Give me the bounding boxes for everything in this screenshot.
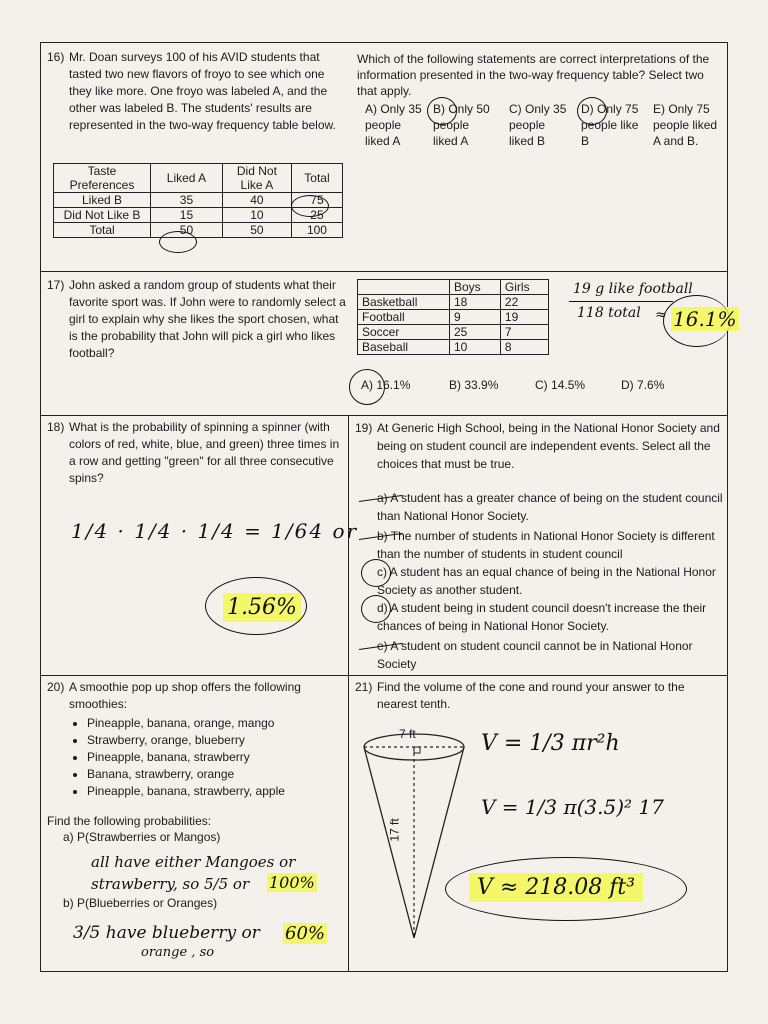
sports-table: [357, 279, 549, 355]
question-17: [47, 277, 347, 362]
question-text: John asked a random group of students what their favorite sport was. If John were to randomly select a girl to explain why she likes the sport chosen, what is the probability that John will pick a girl who likes football?: [69, 278, 346, 360]
smoothie-list: [47, 715, 343, 800]
part-b: b) P(Blueberries or Oranges): [63, 896, 218, 910]
right-angle-mark: [414, 747, 420, 753]
row-divider: [41, 271, 727, 272]
height-label: 17 ft: [387, 818, 402, 842]
list-item: • Banana, strawberry, orange: [87, 766, 343, 783]
option-letter: a): [377, 491, 388, 505]
answer-circle: [361, 559, 391, 587]
question-21: [355, 679, 723, 713]
list-item: • Pineapple, banana, orange, mango: [87, 715, 343, 732]
table-cell: Basketball: [358, 295, 450, 310]
option-a[interactable]: [365, 101, 423, 149]
handwritten-answer: 16.1%: [673, 307, 737, 331]
table-cell: 8: [500, 340, 548, 355]
question-text: A smoothie pop up shop offers the following smoothies:: [69, 680, 301, 711]
table-cell: 25: [291, 208, 342, 223]
row-divider: [41, 415, 727, 416]
option-text: Only 50 people liked A: [433, 102, 490, 148]
option-c[interactable]: [377, 563, 723, 599]
option-text: The number of students in National Honor Society is different than the number of students in student council: [377, 529, 715, 561]
table-row: [358, 325, 549, 340]
option-letter: e): [377, 639, 388, 653]
option-e[interactable]: [653, 101, 719, 149]
option-letter: E): [653, 102, 665, 116]
option-c[interactable]: [535, 377, 585, 393]
table-cell: 25: [449, 325, 500, 340]
part-a: a) P(Strawberries or Mangos): [63, 830, 221, 844]
table-cell: Total: [54, 223, 151, 238]
handwritten-denominator: 118 total: [577, 305, 641, 321]
table-cell: 50: [151, 223, 223, 238]
table-cell: Taste Preferences: [54, 164, 151, 193]
handwritten-answer: 100%: [269, 873, 315, 892]
cone-side: [414, 747, 464, 938]
option-letter: A): [361, 378, 373, 392]
table-row: [358, 295, 549, 310]
option-letter: A): [365, 102, 377, 116]
question-number: 18): [47, 420, 65, 434]
option-letter: C): [535, 378, 548, 392]
question-number: 21): [355, 680, 373, 694]
table-row: [358, 280, 549, 295]
handwritten-numerator: 19 g like football: [573, 281, 693, 297]
question-20: [47, 679, 343, 800]
option-text: A student on student council cannot be in National Honor Society: [377, 639, 693, 671]
question-18: [47, 419, 343, 487]
handwritten-work: 1/4 · 1/4 · 1/4 = 1/64 or: [71, 519, 359, 543]
table-cell: Boys: [449, 280, 500, 295]
radius-label: 7 ft: [399, 727, 416, 741]
table-cell: 19: [500, 310, 548, 325]
option-a[interactable]: [377, 489, 723, 525]
list-item: • Pineapple, banana, strawberry, apple: [87, 783, 343, 800]
find-instruction: Find the following probabilities:: [47, 814, 212, 828]
handwritten-substitution: V = 1/3 π(3.5)² 17: [481, 795, 664, 819]
table-cell: 22: [500, 295, 548, 310]
handwritten-line: all have either Mangoes or: [91, 853, 296, 871]
option-letter: C): [509, 102, 522, 116]
row-divider: [41, 675, 727, 676]
table-cell: Total: [291, 164, 342, 193]
question-19: [355, 419, 723, 473]
table-cell: 75: [291, 193, 342, 208]
option-text: Only 75 people like B: [581, 102, 639, 148]
table-cell: [358, 280, 450, 295]
table-cell: Did Not Like B: [54, 208, 151, 223]
cone-side: [364, 747, 414, 938]
option-text: Only 35 people liked B: [509, 102, 567, 148]
option-letter: B): [449, 378, 461, 392]
question-number: 17): [47, 278, 65, 292]
question-number: 20): [47, 680, 65, 694]
handwritten-answer: 60%: [285, 923, 326, 944]
option-letter: c): [377, 565, 387, 579]
table-row: [54, 223, 343, 238]
option-letter: d): [377, 601, 388, 615]
table-row: [358, 340, 549, 355]
column-divider: [348, 415, 349, 971]
option-text: Only 75 people liked A and B.: [653, 102, 718, 148]
answer-circle: [663, 295, 730, 347]
table-cell: 18: [449, 295, 500, 310]
table-cell: 40: [222, 193, 291, 208]
option-text: 14.5%: [551, 378, 586, 392]
table-cell: Liked A: [151, 164, 223, 193]
table-cell: 10: [222, 208, 291, 223]
answer-circle: [159, 231, 197, 253]
answer-circle: [427, 97, 457, 125]
option-d[interactable]: [377, 599, 723, 635]
table-row: [358, 310, 549, 325]
table-cell: 10: [449, 340, 500, 355]
answer-circle: [291, 195, 329, 217]
option-text: A student has a greater chance of being on the student council than National Honor Society.: [377, 491, 723, 523]
option-text: A student being in student council doesn't increase the their chances of being in National Honor Society.: [377, 601, 707, 633]
question-16-prompt: Which of the following statements are correct interpretations of the information presented in the two-way frequency table? Select two that apply.: [357, 52, 710, 98]
question-text: At Generic High School, being in the National Honor Society and being on student council are independent events. Select all the choices that must be true.: [377, 421, 720, 471]
handwritten-formula: V = 1/3 πr²h: [481, 731, 620, 756]
option-text: 7.6%: [637, 378, 665, 392]
list-item: • Strawberry, orange, blueberry: [87, 732, 343, 749]
table-cell: Football: [358, 310, 450, 325]
handwritten-answer: V ≈ 218.08 ft³: [469, 873, 643, 902]
option-text: A student has an equal chance of being in the National Honor Society as another student.: [377, 565, 716, 597]
table-cell: 7: [500, 325, 548, 340]
answer-circle: [577, 97, 607, 125]
list-item: • Pineapple, banana, strawberry: [87, 749, 343, 766]
approx-sign: ≈: [655, 307, 667, 323]
question-text: What is the probability of spinning a spinner (with colors of red, white, blue, and green) three times in a row and getting "green" for all three consecutive spins?: [69, 420, 340, 485]
table-cell: 35: [151, 193, 223, 208]
option-letter: D): [581, 102, 594, 116]
option-text: 16.1%: [376, 378, 411, 392]
handwritten-line: orange , so: [141, 945, 215, 960]
option-b[interactable]: [377, 527, 723, 563]
answer-circle: [445, 857, 687, 921]
option-letter: b): [377, 529, 388, 543]
question-number: 19): [355, 421, 373, 435]
table-cell: Soccer: [358, 325, 450, 340]
option-text: Only 35 people liked A: [365, 102, 422, 148]
option-e[interactable]: [377, 637, 723, 673]
question-number: 16): [47, 50, 65, 64]
worksheet: [40, 42, 737, 972]
table-cell: 100: [291, 223, 342, 238]
cone-diagram: [359, 723, 469, 953]
fraction-bar: [569, 301, 673, 302]
question-16: [47, 49, 343, 134]
option-text: 33.9%: [464, 378, 499, 392]
table-cell: 15: [151, 208, 223, 223]
answer-circle: [361, 595, 391, 623]
table-cell: Baseball: [358, 340, 450, 355]
question-text: Mr. Doan surveys 100 of his AVID students that tasted two new flavors of froyo to see which one they like more. One froyo was labeled A, and the other was labeled B. The students' results are represented in the two-way frequency table below.: [69, 50, 336, 132]
option-d[interactable]: [621, 377, 664, 393]
table-cell: Liked B: [54, 193, 151, 208]
option-b[interactable]: [449, 377, 498, 393]
option-letter: D): [621, 378, 634, 392]
table-cell: Girls: [500, 280, 548, 295]
answer-circle: [205, 577, 307, 635]
handwritten-line: strawberry, so 5/5 or: [91, 875, 250, 893]
option-c[interactable]: [509, 101, 567, 149]
option-letter: B): [433, 102, 445, 116]
answer-circle: [349, 369, 385, 405]
table-cell: Did Not Like A: [222, 164, 291, 193]
question-text: Find the volume of the cone and round your answer to the nearest tenth.: [377, 680, 685, 711]
handwritten-answer: 1.56%: [223, 593, 301, 622]
table-row: [54, 164, 343, 193]
table-cell: 9: [449, 310, 500, 325]
table-cell: 50: [222, 223, 291, 238]
handwritten-line: 3/5 have blueberry or: [73, 923, 260, 943]
